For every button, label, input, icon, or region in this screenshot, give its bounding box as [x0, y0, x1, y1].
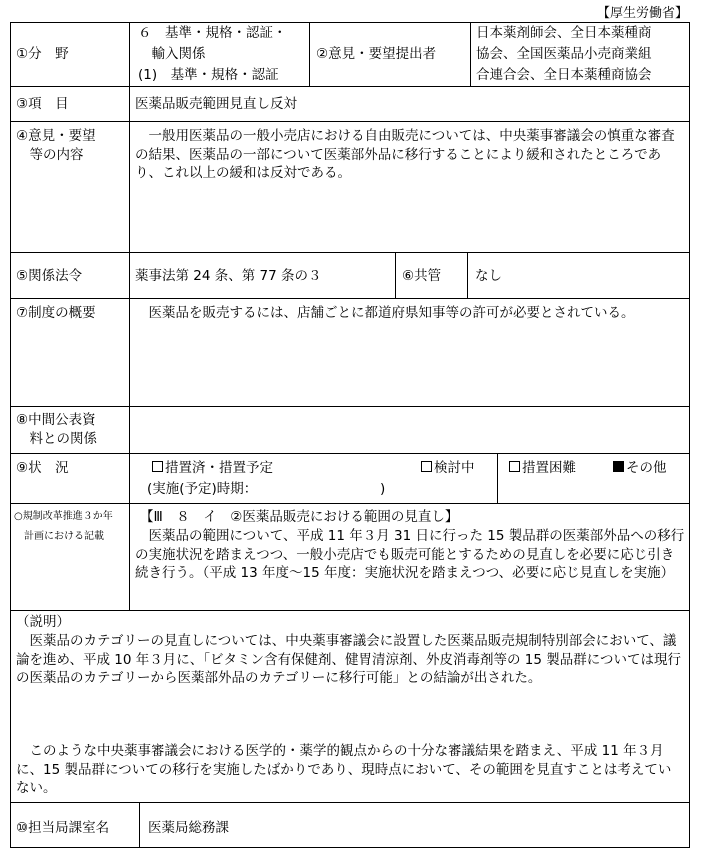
law-label: ⑤関係法令 — [16, 268, 83, 284]
bureau-value: 医薬局総務課 — [148, 820, 229, 836]
column-divider — [309, 22, 310, 86]
explanation-paragraph: 医薬品のカテゴリーの見直しについては、中央薬事審議会に設置した医薬品販売規制特別部会において、議論を進め、平成 10 年３月に、「ビタミン含有保健剤、健胃清涼剤、外皮消毒剤等の 15 製品群については現行の医薬品のカテゴリーから医薬部外品のカテゴリーに移行可能」との結論が出された。 — [16, 633, 681, 686]
column-divider — [139, 802, 140, 848]
submitter-value-line: 合連合会、全日本薬種商協会 — [476, 67, 652, 83]
explanation-paragraph: このような中央薬事審議会における医学的・薬学的観点からの十分な審議結果を踏まえ、平成 11 年３月に、15 製品群についての移行を実施したばかりであり、現時点において、その範囲を見直すことは考えていない。 — [16, 743, 672, 796]
status-option — [509, 459, 576, 477]
ministry-label: 【厚生労働省】 — [596, 6, 688, 21]
row-divider — [10, 298, 690, 299]
jurisdiction-value: なし — [475, 268, 502, 284]
system-label: ⑦制度の概要 — [16, 305, 96, 321]
checkbox-icon — [152, 461, 163, 472]
system-text: 医薬品を販売するには、店舗ごとに都道府県知事等の許可が必要とされている。 — [148, 305, 635, 321]
plan-label-line: 計画における記載 — [14, 531, 104, 542]
row-divider — [10, 406, 690, 407]
checkbox-icon — [421, 461, 432, 472]
bureau-label: ⑩担当局課室名 — [16, 820, 110, 836]
status-option-label: その他 — [626, 460, 667, 476]
jurisdiction-label: ⑥共管 — [402, 268, 442, 284]
row-divider — [10, 252, 690, 253]
column-divider — [470, 22, 471, 86]
plan-heading: 【Ⅲ ８ イ ②医薬品販売における範囲の見直し】 — [140, 509, 459, 525]
plan-text: 医薬品の範囲について、平成 11 年３月 31 日に行った 15 製品群の医薬部外品への移行の実施状況を踏まえつつ、一般小売店でも販売可能とするための見直しを必要に応じ引き続き行う。（平成 13 年度～15 年度：実施状況を踏まえつつ、必要に応じ見直しを実施） — [135, 528, 685, 581]
column-divider — [497, 453, 498, 503]
submitter-label: ②意見・要望提出者 — [316, 46, 437, 62]
row-divider — [10, 503, 690, 504]
checkbox-icon — [509, 461, 520, 472]
item-value: 医薬品販売範囲見直し反対 — [135, 96, 297, 112]
interim-label-line: ⑧中間公表資 — [16, 412, 96, 428]
column-divider — [467, 252, 468, 298]
submitter-value-line: 日本薬剤師会、全日本薬種商 — [476, 25, 652, 41]
opinion-label-line: ④意見・要望 — [16, 128, 96, 144]
status-option — [152, 459, 273, 477]
field-value-line: ６ 基準・規格・認証・ — [138, 25, 287, 41]
opinion-text: 一般用医薬品の一般小売店における自由販売については、中央薬事審議会の慎重な審査の結果、医薬品の一部について医薬部外品に移行することにより緩和されたところであり、これ以上の緩和は反対である。 — [135, 128, 675, 181]
status-option — [421, 459, 475, 477]
status-option-label: 検討中 — [434, 460, 475, 476]
schedule-label: (実施(予定)時期： — [147, 481, 258, 497]
plan-label-line: ○規制改革推進３か年 — [14, 511, 113, 522]
checked-checkbox-icon — [613, 461, 624, 472]
field-label: ①分 野 — [16, 46, 69, 62]
status-label: ⑨状 況 — [16, 460, 69, 476]
row-divider — [10, 121, 690, 122]
explanation-heading: （説明） — [16, 614, 70, 630]
column-divider — [395, 252, 396, 298]
column-divider — [129, 22, 130, 610]
status-option-label: 措置済・措置予定 — [165, 460, 273, 476]
status-option — [613, 459, 667, 477]
item-label: ③項 目 — [16, 96, 69, 112]
field-value-line: 輸入関係 — [138, 46, 206, 62]
row-divider — [10, 86, 690, 87]
schedule-close: ) — [380, 481, 386, 497]
status-option-label: 措置困難 — [522, 460, 576, 476]
law-value: 薬事法第 24 条、第 77 条の３ — [135, 268, 322, 284]
row-divider — [10, 453, 690, 454]
interim-label-line: 料との関係 — [16, 431, 97, 447]
field-value-line: (1) 基準・規格・認証 — [138, 67, 279, 83]
opinion-label-line: 等の内容 — [16, 147, 84, 163]
submitter-value-line: 協会、全国医薬品小売商業組 — [476, 46, 652, 62]
row-divider — [10, 802, 690, 803]
row-divider — [10, 610, 690, 611]
